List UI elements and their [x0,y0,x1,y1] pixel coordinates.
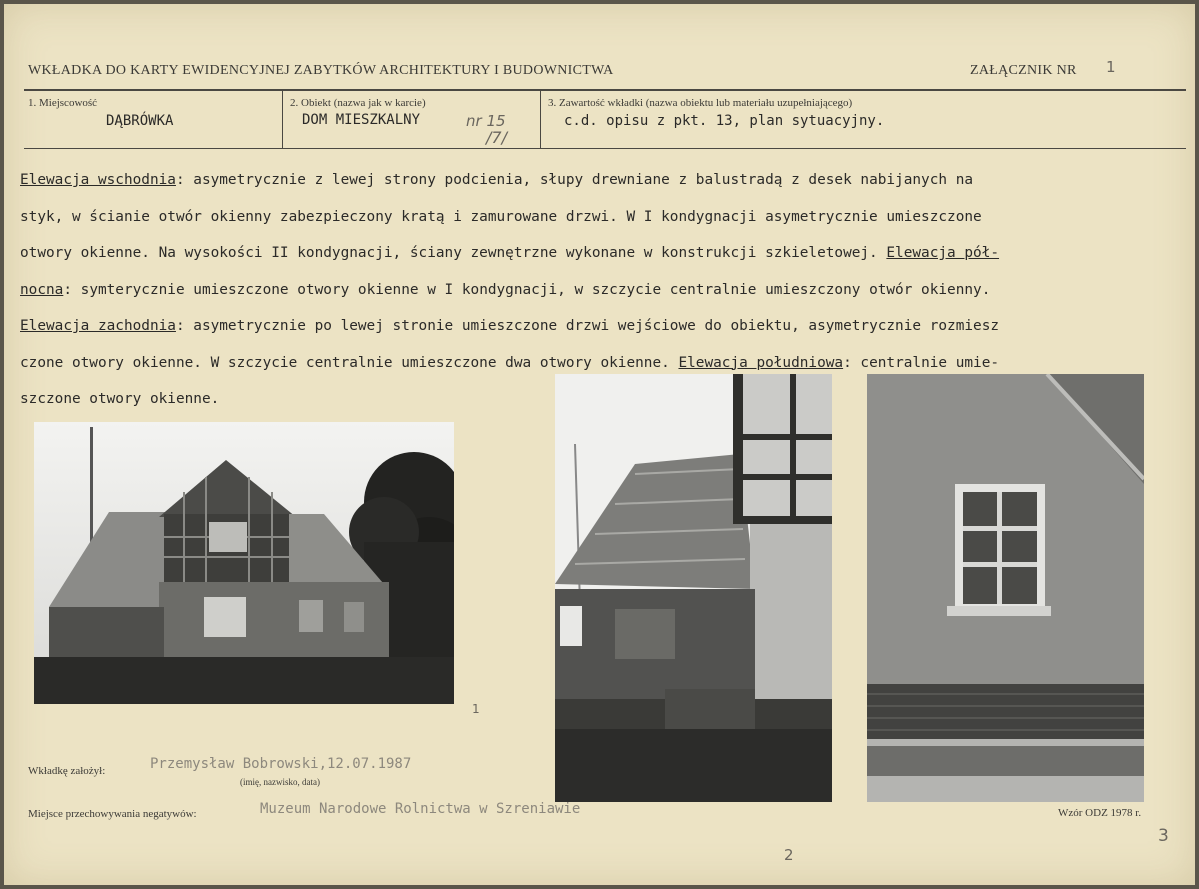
description-line: szczone otwory okienne. [20,391,220,407]
heading-north-elevation: Elewacja pół- [886,245,1000,261]
content-value: c.d. opisu z pkt. 13, plan sytuacyjny. [564,113,885,129]
founder-hint: (imię, nazwisko, data) [240,777,320,787]
object-subnumber: /7/ [486,128,507,147]
founder-label: Wkładkę założył: [28,765,106,777]
form-label: Wzór ODZ 1978 r. [1058,807,1142,819]
object-label: 2. Obiekt (nazwa jak w karcie) [290,97,426,109]
storage-label: Miejsce przechowywania negatywów: [28,808,197,820]
description-line: czone otwory okienne. W szczycie centralnie umieszczone dwa otwory okienne. Elewacja południowa: centralnie umie- [20,354,1000,371]
heading-south-elevation: Elewacja południowa [678,354,844,371]
annex-label: ZAŁĄCZNIK NR [970,63,1077,78]
heading-east-elevation: Elewacja wschodnia [20,172,176,188]
photo-house-porch [555,374,832,802]
description-line: styk, w ścianie otwór okienny zabezpieczony kratą i zamurowane drzwi. W I kondygnacji asymetrycznie umieszczone [20,208,982,225]
card-title: WKŁADKA DO KARTY EWIDENCYJNEJ ZABYTKÓW ARCHITEKTURY I BUDOWNICTWA [28,63,614,78]
locality-label: 1. Miejscowość [28,97,98,109]
storage-value: Muzeum Narodowe Rolnictwa w Szreniawie [260,801,581,817]
photo-house-east [34,422,454,704]
heading-west-elevation: Elewacja zachodnia [20,318,176,334]
photo-caption: 1 [472,702,480,716]
description-line: otwory okienne. Na wysokości II kondygnacji, ściany zewnętrzne wykonane w konstrukcji szkieletowej. Elewacja pół- [20,245,1000,261]
photo-wall-window [867,374,1144,802]
object-number: nr 15 [466,112,506,130]
header-rule [24,89,1186,91]
object-value: DOM MIESZKALNY [302,112,421,128]
locality-value: DĄBRÓWKA [106,113,174,129]
description-line: Elewacja zachodnia: asymetrycznie po lewej stronie umieszczone drzwi wejściowe do obiektu, asymetrycznie rozmiesz [20,318,1000,334]
description-line: nocna: symterycznie umieszczone otwory okienne w I kondygnacji, w szczycie centralnie umieszczony otwór okienny. [20,281,991,298]
field-divider-1 [282,90,283,148]
annex-number: 1 [1106,58,1116,76]
fields-bottom-rule [24,148,1186,149]
content-label: 3. Zawartość wkładki (nazwa obiektu lub materiału uzupełniającego) [548,97,853,109]
field-divider-2 [540,90,541,148]
page-number: 2 [784,846,794,864]
description-line: Elewacja wschodnia: asymetrycznie z lewej strony podcienia, słupy drewniane z balustradą z desek nabijanych na [20,172,974,188]
corner-number: 3 [1158,826,1169,846]
founder-value: Przemysław Bobrowski,12.07.1987 [150,756,412,772]
